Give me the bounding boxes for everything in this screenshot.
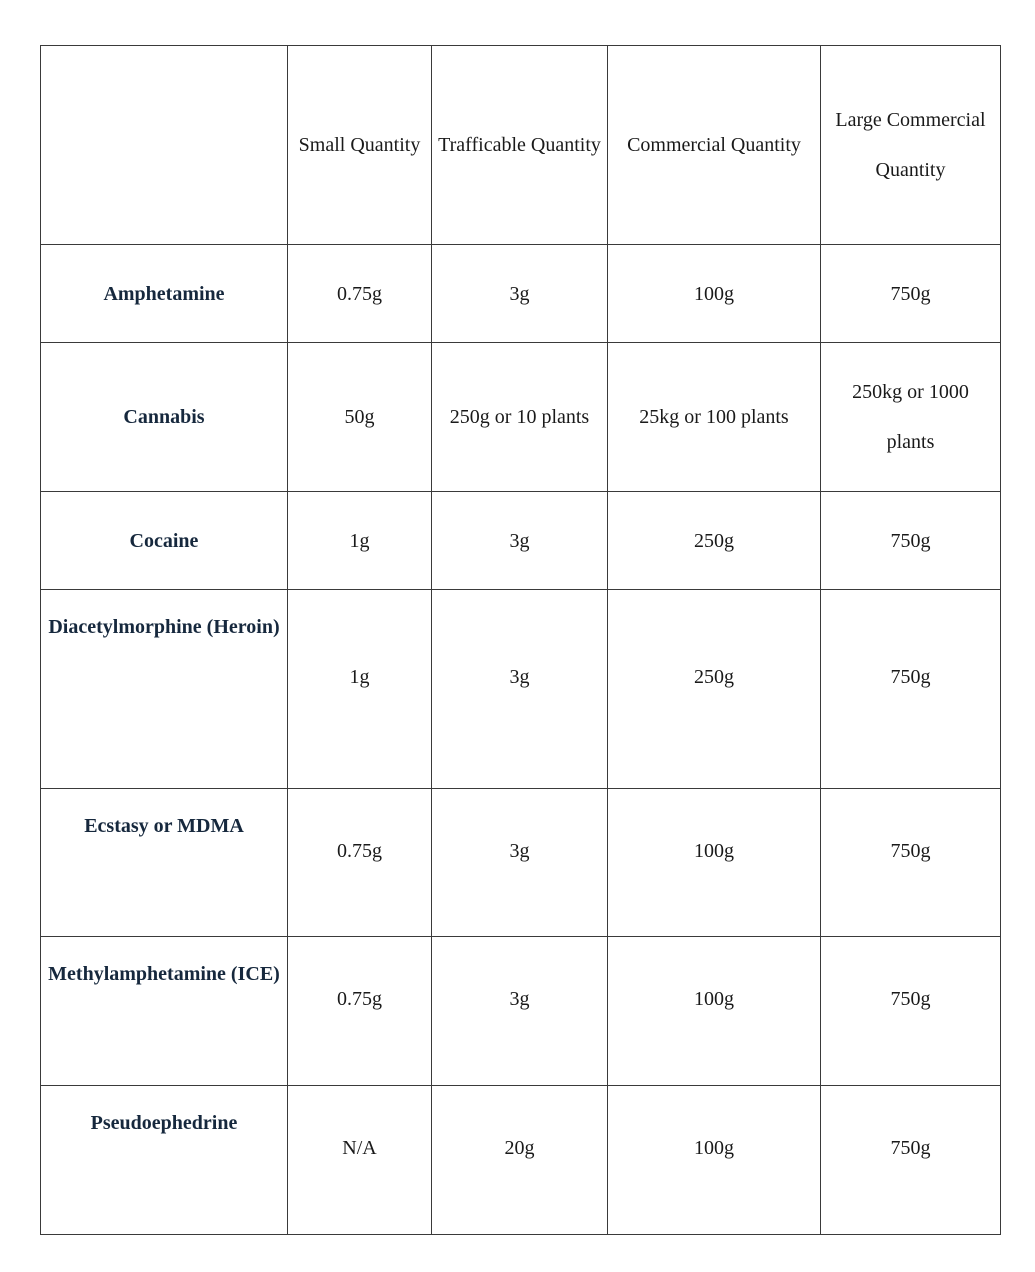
trafficable-quantity-value: 3g (432, 492, 608, 590)
large-commercial-quantity-value: 750g (821, 590, 1001, 789)
small-quantity-value: 1g (288, 590, 432, 789)
table-row (41, 937, 1001, 1086)
drug-name: Amphetamine (41, 245, 288, 343)
trafficable-quantity-value: 3g (432, 789, 608, 937)
trafficable-quantity-value: 20g (432, 1086, 608, 1235)
drug-name: Methylamphetamine (ICE) (41, 937, 288, 1086)
commercial-quantity-value: 100g (608, 1086, 821, 1235)
commercial-quantity-value: 100g (608, 789, 821, 937)
trafficable-quantity-value: 3g (432, 937, 608, 1086)
large-commercial-quantity-value: 750g (821, 1086, 1001, 1235)
small-quantity-value: 0.75g (288, 245, 432, 343)
large-commercial-quantity-value: 750g (821, 492, 1001, 590)
drug-name: Pseudoephedrine (41, 1086, 288, 1235)
table-row (41, 245, 1001, 343)
trafficable-quantity-value: 3g (432, 590, 608, 789)
table-row (41, 590, 1001, 789)
large-commercial-quantity-value: 750g (821, 789, 1001, 937)
commercial-quantity-value: 100g (608, 245, 821, 343)
large-commercial-quantity-value: 250kg or 1000 plants (821, 343, 1001, 492)
header-small-quantity: Small Quantity (288, 46, 432, 245)
header-large-commercial-quantity: Large Commercial Quantity (821, 46, 1001, 245)
drug-quantity-table (40, 45, 1001, 1235)
table-row (41, 343, 1001, 492)
large-commercial-quantity-value: 750g (821, 245, 1001, 343)
drug-name: Ecstasy or MDMA (41, 789, 288, 937)
small-quantity-value: 50g (288, 343, 432, 492)
header-commercial-quantity: Commercial Quantity (608, 46, 821, 245)
header-trafficable-quantity: Trafficable Quantity (432, 46, 608, 245)
trafficable-quantity-value: 250g or 10 plants (432, 343, 608, 492)
header-cell-blank (41, 46, 288, 245)
trafficable-quantity-value: 3g (432, 245, 608, 343)
table-row (41, 789, 1001, 937)
small-quantity-value: 1g (288, 492, 432, 590)
commercial-quantity-value: 100g (608, 937, 821, 1086)
drug-name: Cannabis (41, 343, 288, 492)
drug-name: Diacetylmorphine (Heroin) (41, 590, 288, 789)
commercial-quantity-value: 25kg or 100 plants (608, 343, 821, 492)
commercial-quantity-value: 250g (608, 492, 821, 590)
commercial-quantity-value: 250g (608, 590, 821, 789)
drug-name: Cocaine (41, 492, 288, 590)
small-quantity-value: 0.75g (288, 937, 432, 1086)
table-header-row (41, 46, 1001, 245)
table-row (41, 1086, 1001, 1235)
large-commercial-quantity-value: 750g (821, 937, 1001, 1086)
table-row (41, 492, 1001, 590)
small-quantity-value: 0.75g (288, 789, 432, 937)
small-quantity-value: N/A (288, 1086, 432, 1235)
